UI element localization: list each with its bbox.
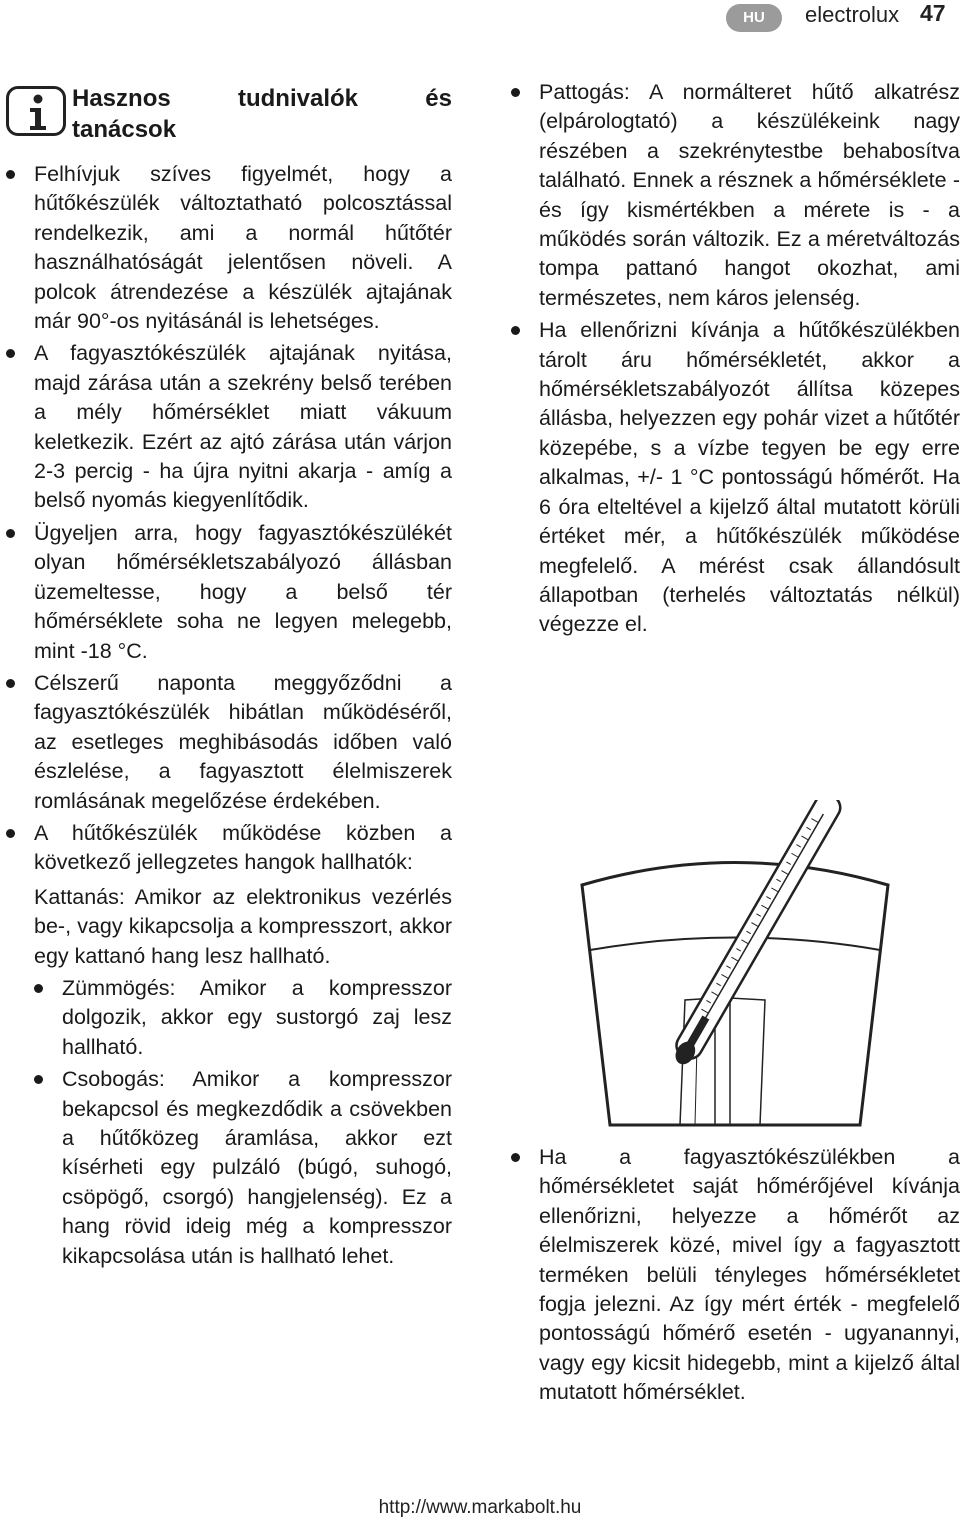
click-sound-text: Kattanás: Amikor az elektronikus vezérlés be-, vagy kikapcsolja a kompresszort, akkor egy kattanó hang lesz hallható. xyxy=(34,884,452,968)
list-item-text: Ha a fagyasztókészülékben a hőmérsékletet saját hőmérőjével kívánja ellenőrizni, helyezze a hőmérőt az élelmiszerek közé, mivel így a fagyasztott terméken belüli tényleges hőmérsékletet fogja jelezni. Az így mért érték - megfelelő pontosságú hőmérő esetén - ugyanannyi, vagy egy kicsit hidegebb, mint a kijelző által mutatott hőmérséklet. xyxy=(539,1145,960,1405)
list-item xyxy=(505,1143,960,1408)
title-word: Hasznos xyxy=(72,85,171,112)
list-item-text: Célszerű naponta meggyőződni a fagyasztókészülék hibátlan működéséről, az esetleges meghibásodás időben való észlelése, a fagyasztott élelmiszerek romlásának megelőzése érdekében. xyxy=(34,670,452,813)
title-word: tudnivalók xyxy=(237,85,358,112)
sub-list-item-text: Zümmögés: Amikor a kompresszor dolgozik, akkor egy sustorgó zaj lesz hallható. xyxy=(62,975,452,1059)
thermometer-in-glass-illustration xyxy=(560,800,910,1130)
page-number: 47 xyxy=(920,0,946,26)
bullet-icon xyxy=(511,88,520,97)
bullet-icon xyxy=(6,170,15,179)
list-item xyxy=(505,316,960,639)
brand-name: electrolux xyxy=(805,2,900,27)
bullet-icon xyxy=(6,349,15,358)
list-item xyxy=(0,819,452,878)
list-item xyxy=(505,78,960,313)
language-badge: HU xyxy=(726,4,782,32)
footer-url: http://www.markabolt.hu xyxy=(378,1497,582,1518)
sub-list-item xyxy=(0,974,452,1062)
list-item-text: Pattogás: A normálteret hűtő alkatrész (elpárologtató) a készülékeink nagy részében a szekrénytestbe behabosítva található. Ennek a résznek a hőmérséklete - és így kismértékben a mérete is - a működés során változik. Ez a méretváltozás tompa pattanó hangot okozhat, ami természetes, nem káros jelenség. xyxy=(539,80,960,310)
bullet-icon xyxy=(34,1075,43,1084)
section-title xyxy=(72,83,452,145)
list-item-text: A hűtőkészülék működése közben a következő jellegzetes hangok hallhatók: xyxy=(34,820,452,875)
title-word: és xyxy=(425,85,452,112)
bullet-icon xyxy=(34,984,43,993)
list-item-text: Ügyeljen arra, hogy fagyasztókészülékét olyan hőmérsékletszabályozó állásban üzemeltesse, hogy a belső tér hőmérséklete soha ne legyen melegebb, mint -18 °C. xyxy=(34,520,452,663)
bullet-icon xyxy=(511,1153,520,1162)
left-column xyxy=(0,80,452,1271)
right-column xyxy=(505,78,960,640)
sub-list-item-text: Csobogás: Amikor a kompresszor bekapcsol és megkezdődik a csövekben a hűtőközeg áramlása, akkor ezt kísérheti egy pulzáló (búgó, suhogó, csöpögő, csorgó) hangjelenség). Ez a hang rövid ideig még a kompresszor kikapcsolása után is hallható lehet. xyxy=(62,1067,452,1268)
list-item xyxy=(0,160,452,336)
bullet-icon xyxy=(511,326,520,335)
right-column-lower xyxy=(505,1143,960,1408)
bullet-icon xyxy=(6,829,15,838)
list-item xyxy=(0,519,452,666)
bullet-icon xyxy=(6,679,15,688)
list-item-text: A fagyasztókészülék ajtajának nyitása, majd zárása után a szekrény belső terében a mély hőmérséklet miatt vákuum keletkezik. Ezért az ajtó zárása után várjon 2-3 percig - ha újra nyitni akarja - amíg a belső nyomás kiegyenlítődik. xyxy=(34,341,452,513)
list-item-text: Felhívjuk szíves figyelmét, hogy a hűtőkészülék változtatható polcosztással rendelkezik, ami a normál hűtőtér használhatóságát jelentősen növeli. A polcok átrendezése a készülék ajtajának már 90°-os nyitásánál is lehetséges. xyxy=(34,162,452,334)
sub-list-item xyxy=(0,1065,452,1271)
list-item xyxy=(0,339,452,515)
bullet-icon xyxy=(6,529,15,538)
page-header xyxy=(0,0,960,34)
info-icon xyxy=(6,86,66,136)
list-item xyxy=(0,669,452,816)
list-item-text: Ha ellenőrizni kívánja a hűtőkészülékben tárolt áru hőmérsékletét, akkor a hőmérsékletszabályozót állítsa közepes állásba, helyezzen egy pohár vizet a hűtőtér közepébe, s a vízbe tegyen be egy erre alkalmas, +/- 1 °C pontosságú hőmérőt. Ha 6 óra elteltével a kijelző által mutatott körüli értéket mér, a hűtőkészülék működése megfelelő. A mérést csak állandósult állapotban (terhelés változtatás nélkül) végezze el. xyxy=(539,318,960,637)
section-heading xyxy=(6,80,452,144)
title-word: tanácsok xyxy=(72,116,177,143)
